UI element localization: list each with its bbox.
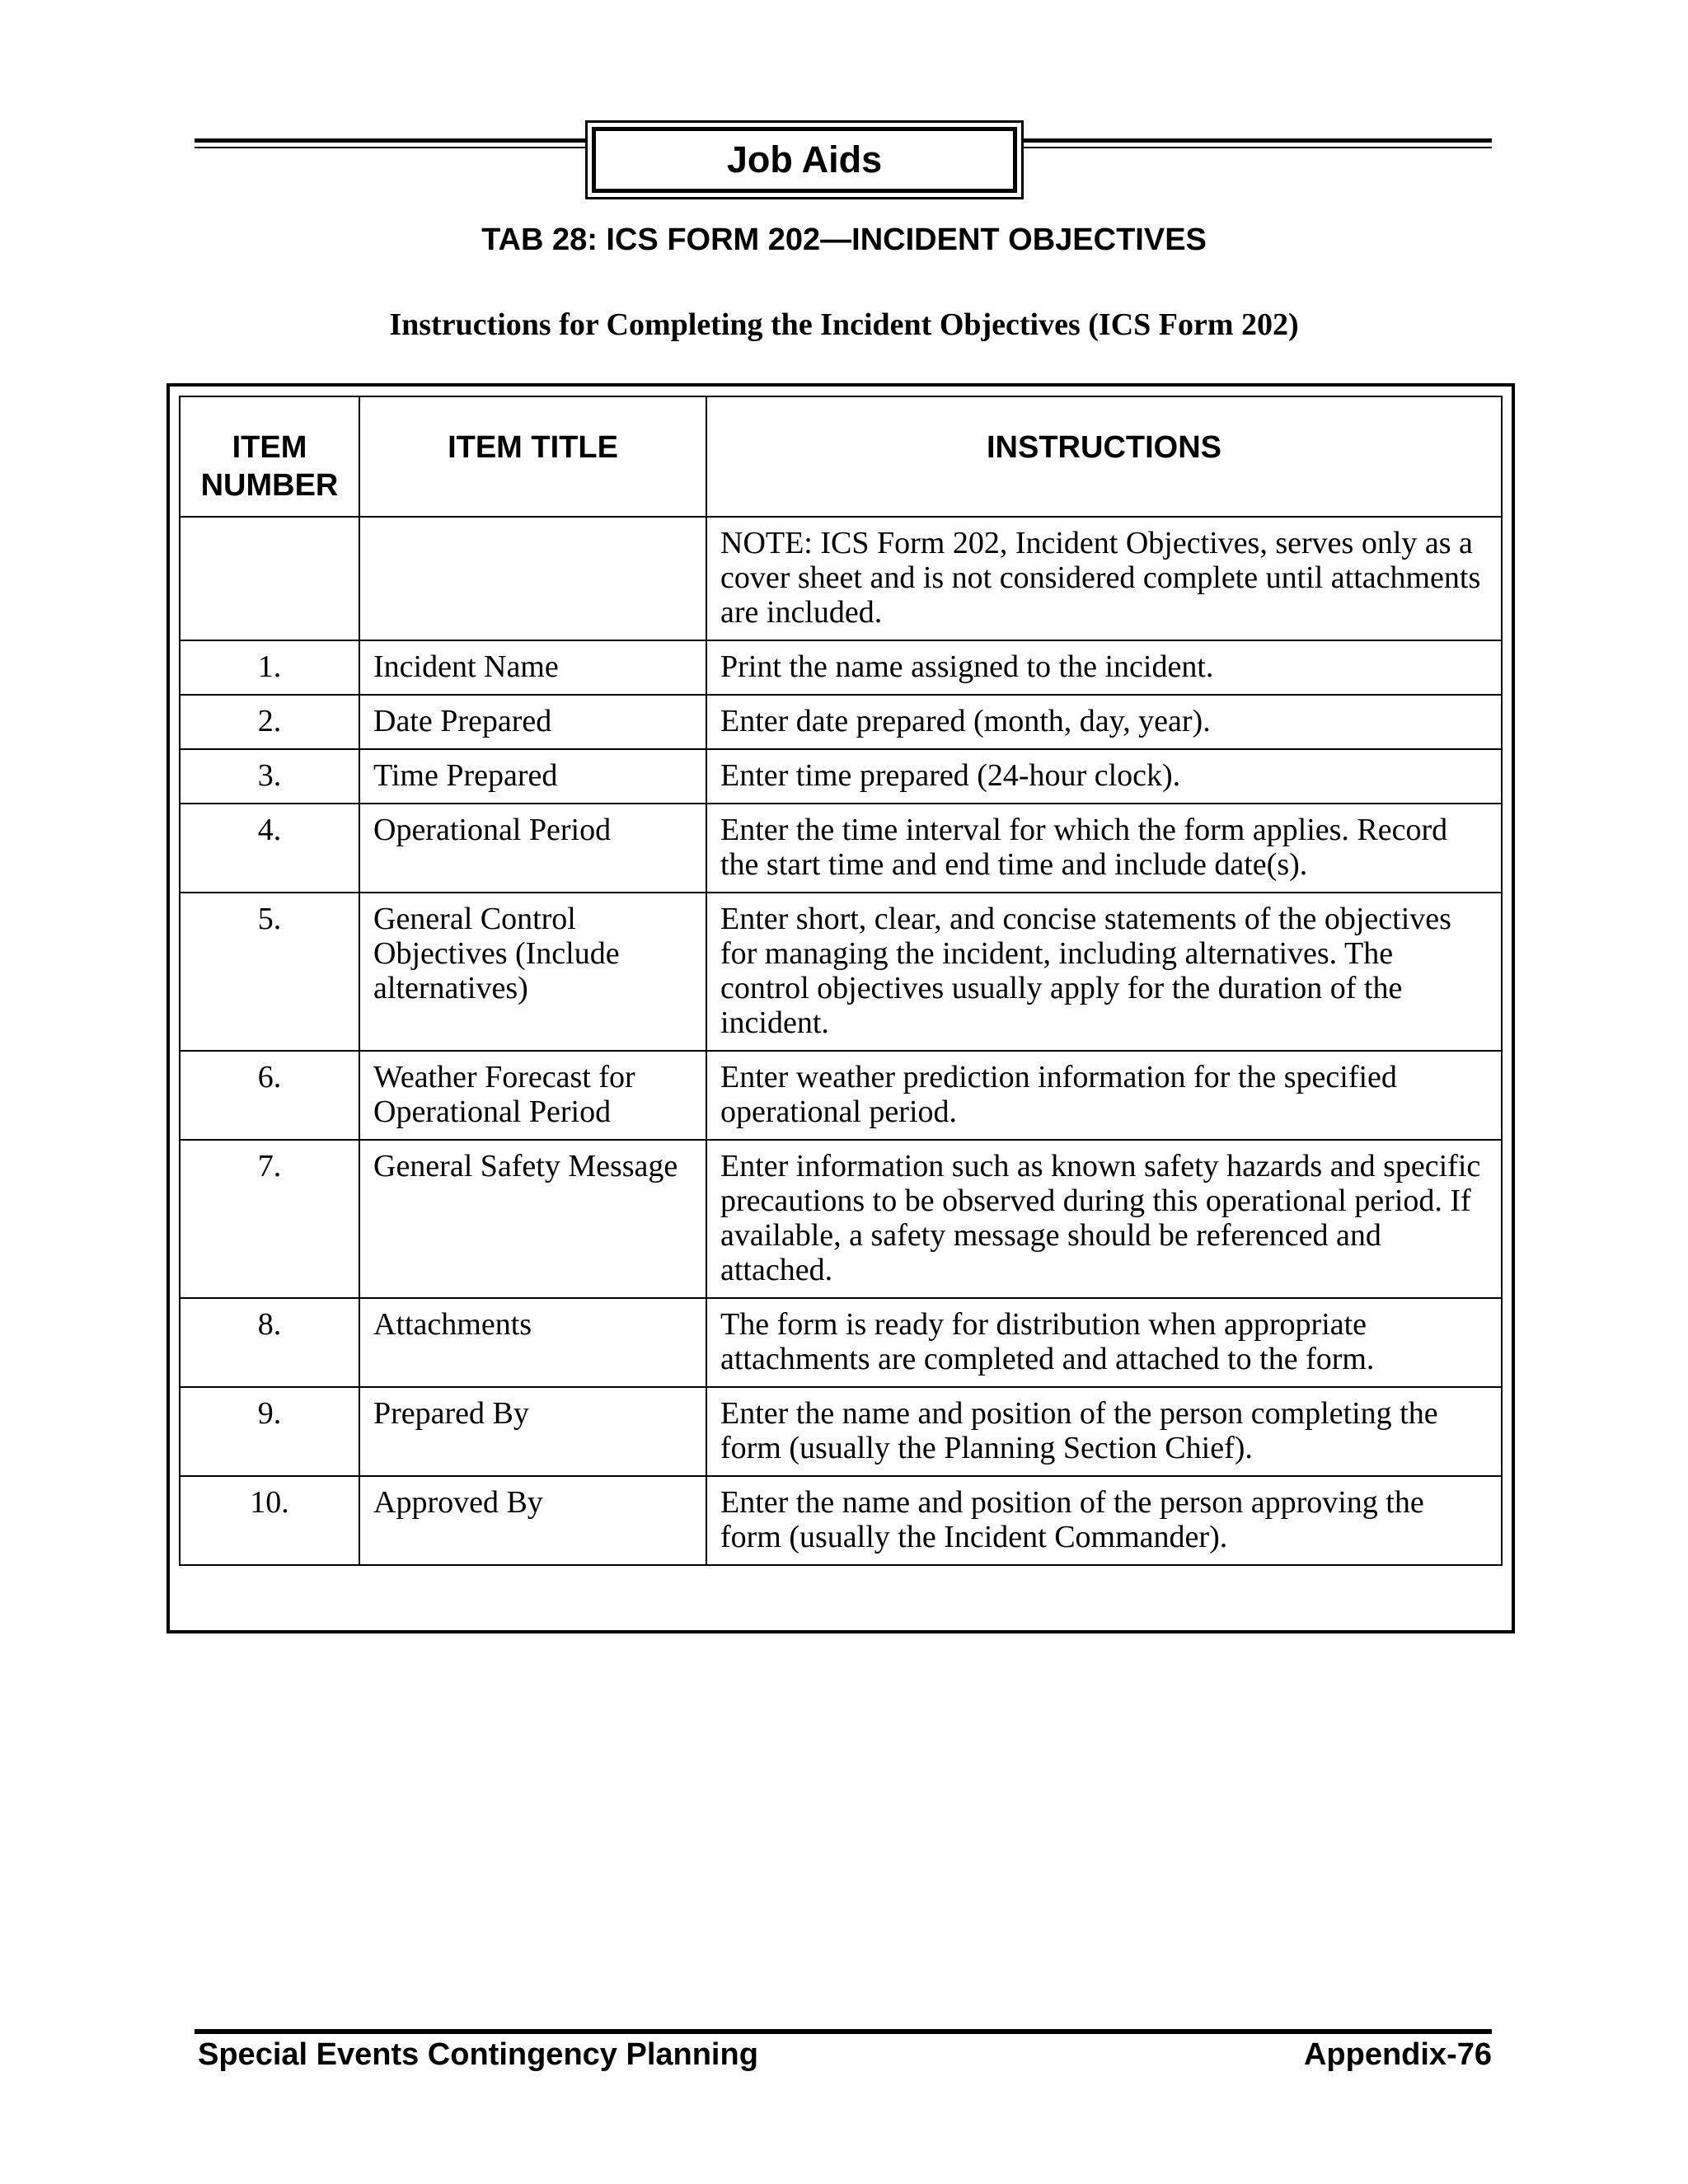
- row-instructions: Enter the time interval for which the form applies. Record the start time and end time and include date(s).: [706, 804, 1502, 893]
- table-row: [180, 695, 1502, 749]
- table-row: [180, 1476, 1502, 1565]
- table-row: [180, 517, 1502, 640]
- banner-label: Job Aids: [592, 127, 1017, 193]
- table-row: [180, 1140, 1502, 1298]
- row-number: 10.: [180, 1476, 359, 1565]
- row-title: Incident Name: [359, 640, 706, 695]
- row-instructions: NOTE: ICS Form 202, Incident Objectives, serves only as a cover sheet and is not considered complete until attachments are included.: [706, 517, 1502, 640]
- row-instructions: The form is ready for distribution when appropriate attachments are completed and attached to the form.: [706, 1298, 1502, 1387]
- row-title: Approved By: [359, 1476, 706, 1565]
- tab-title: TAB 28: ICS FORM 202—INCIDENT OBJECTIVES: [481, 223, 1207, 257]
- row-number: 4.: [180, 804, 359, 893]
- footer-course-title: Special Events Contingency Planning: [198, 2037, 758, 2072]
- footer-page-number: Appendix-76: [1303, 2037, 1492, 2072]
- footer-rule: [195, 2029, 1492, 2034]
- table-row: [180, 640, 1502, 695]
- job-aids-banner: [585, 120, 1024, 199]
- row-title: Time Prepared: [359, 749, 706, 804]
- row-number: 9.: [180, 1387, 359, 1476]
- header-instructions: INSTRUCTIONS: [706, 396, 1502, 517]
- table-row: [180, 1051, 1502, 1140]
- header-item-number: ITEM NUMBER: [180, 396, 359, 517]
- row-title: Operational Period: [359, 804, 706, 893]
- table-row: [180, 893, 1502, 1051]
- row-number: 8.: [180, 1298, 359, 1387]
- row-number: 6.: [180, 1051, 359, 1140]
- table-row: [180, 749, 1502, 804]
- row-instructions: Enter the name and position of the person completing the form (usually the Planning Section Chief).: [706, 1387, 1502, 1476]
- row-number: [180, 517, 359, 640]
- instructions-table-frame: [166, 383, 1515, 1633]
- row-number: 7.: [180, 1140, 359, 1298]
- row-instructions: Enter date prepared (month, day, year).: [706, 695, 1502, 749]
- row-instructions: Print the name assigned to the incident.: [706, 640, 1502, 695]
- header-item-title: ITEM TITLE: [359, 396, 706, 517]
- row-number: 3.: [180, 749, 359, 804]
- banner-rule-left: [195, 138, 587, 148]
- row-instructions: Enter information such as known safety hazards and specific precautions to be observed during this operational period. If available, a safety message should be referenced and attached.: [706, 1140, 1502, 1298]
- row-title: Weather Forecast for Operational Period: [359, 1051, 706, 1140]
- row-instructions: Enter the name and position of the person approving the form (usually the Incident Commander).: [706, 1476, 1502, 1565]
- row-title: Prepared By: [359, 1387, 706, 1476]
- row-number: 2.: [180, 695, 359, 749]
- table-row: [180, 1298, 1502, 1387]
- row-number: 5.: [180, 893, 359, 1051]
- banner-rule-right: [1022, 138, 1492, 148]
- row-title: Attachments: [359, 1298, 706, 1387]
- row-number: 1.: [180, 640, 359, 695]
- row-instructions: Enter weather prediction information for the specified operational period.: [706, 1051, 1502, 1140]
- row-instructions: Enter time prepared (24-hour clock).: [706, 749, 1502, 804]
- instructions-table: [179, 396, 1503, 1566]
- row-title: [359, 517, 706, 640]
- table-row: [180, 804, 1502, 893]
- instructions-subtitle: Instructions for Completing the Incident Objectives (ICS Form 202): [389, 307, 1299, 342]
- row-title: Date Prepared: [359, 695, 706, 749]
- table-header-row: [180, 396, 1502, 517]
- row-instructions: Enter short, clear, and concise statements of the objectives for managing the incident, including alternatives. The control objectives usually apply for the duration of the incident.: [706, 893, 1502, 1051]
- row-title: General Control Objectives (Include alternatives): [359, 893, 706, 1051]
- table-row: [180, 1387, 1502, 1476]
- row-title: General Safety Message: [359, 1140, 706, 1298]
